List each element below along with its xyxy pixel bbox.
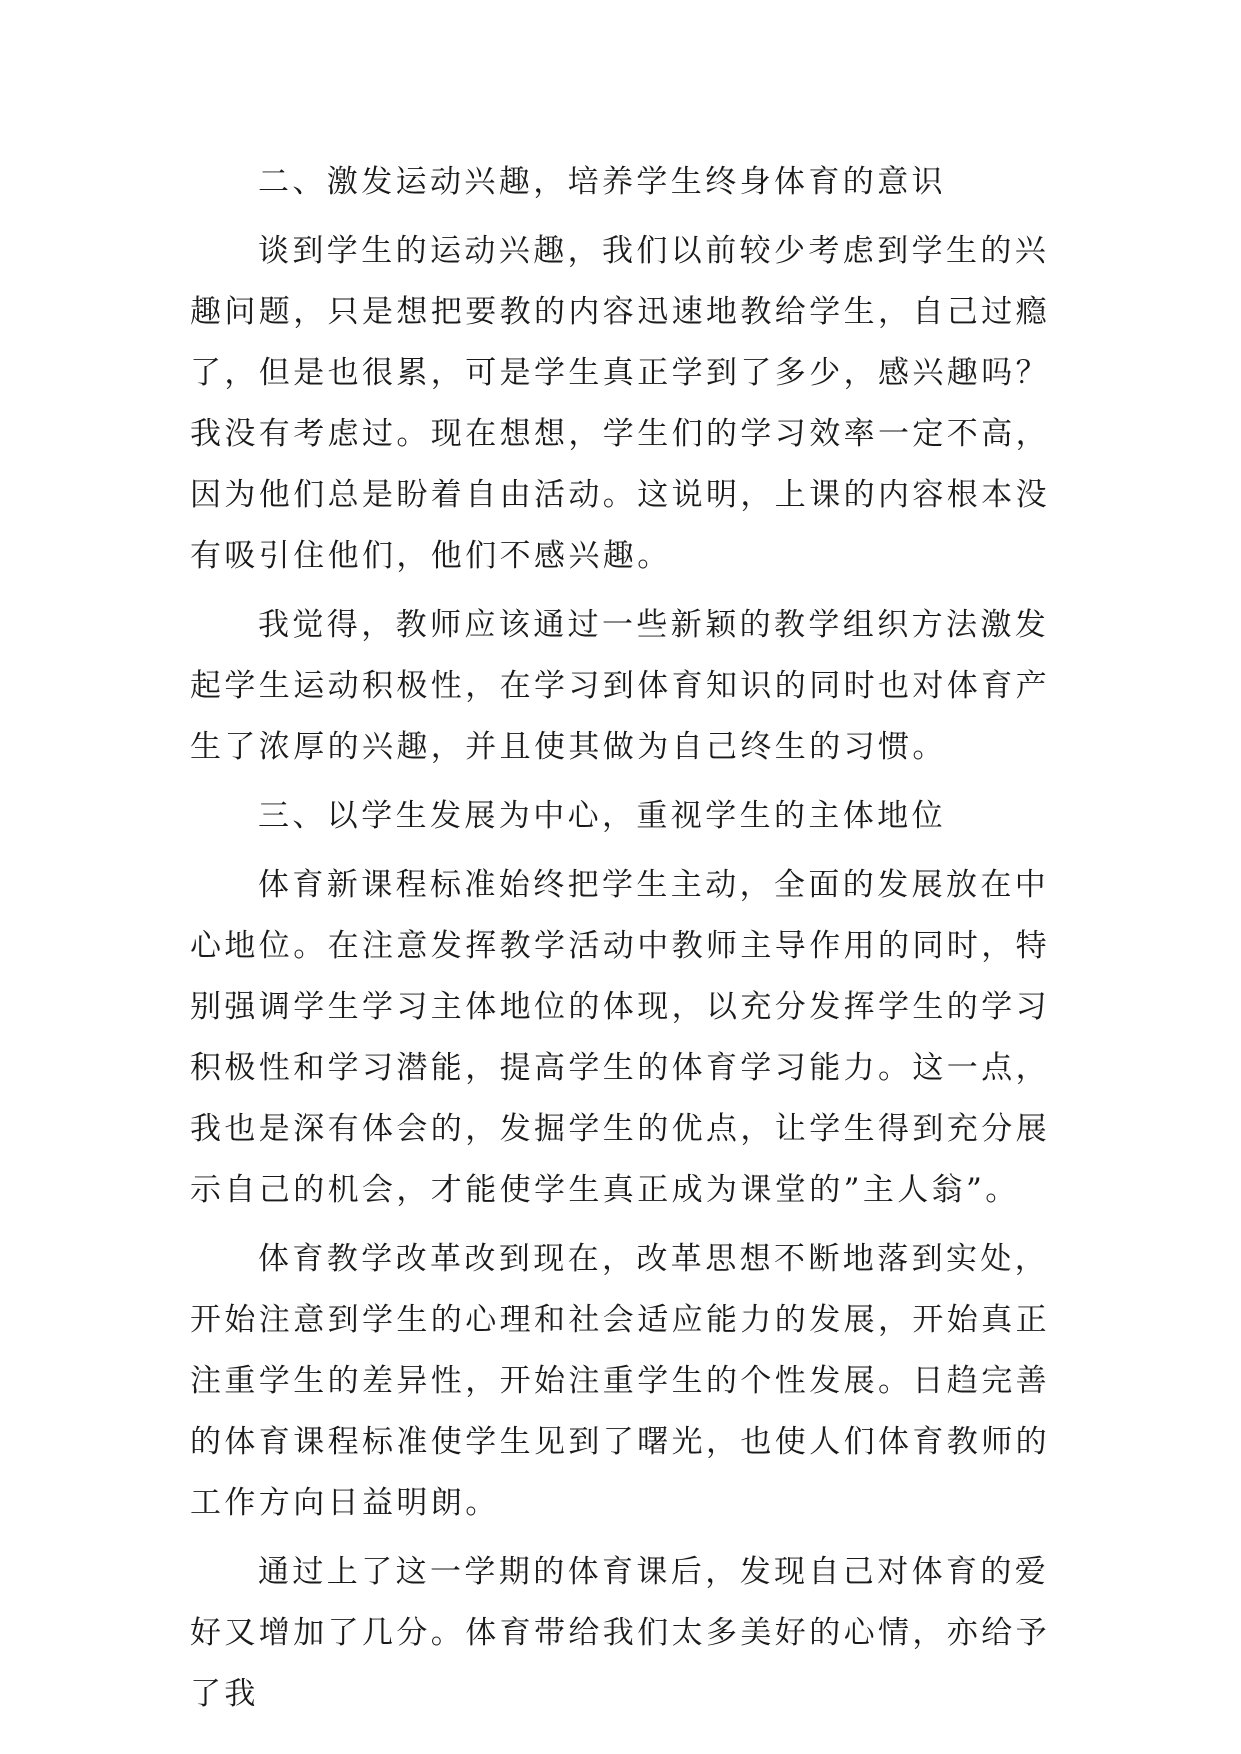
section-heading-2: 二、激发运动兴趣，培养学生终身体育的意识 xyxy=(258,164,946,200)
paragraph-interest-1: 谈到学生的运动兴趣，我们以前较少考虑到学生的兴趣问题，只是想把要教的内容迅速地教给学生，自己过瘾了，但是也很累，可是学生真正学到了多少，感兴趣吗？我没有考虑过。现在想想，学生们的学习效率一定不高，因为他们总是盼着自由活动。这说明，上课的内容根本没有吸引住他们，他们不感兴趣。 xyxy=(190,233,1050,574)
section-heading-3: 三、以学生发展为中心，重视学生的主体地位 xyxy=(258,798,946,834)
paragraph-student-center-1: 体育新课程标准始终把学生主动，全面的发展放在中心地位。在注意发挥教学活动中教师主导作用的同时，特别强调学生学习主体地位的体现，以充分发挥学生的学习积极性和学习潜能，提高学生的体育学习能力。这一点，我也是深有体会的，发掘学生的优点，让学生得到充分展示自己的机会，才能使学生真正成为课堂的”主人翁”。 xyxy=(190,867,1050,1208)
document-body xyxy=(190,152,1070,1733)
paragraph-student-center-2: 体育教学改革改到现在，改革思想不断地落到实处，开始注意到学生的心理和社会适应能力的发展，开始真正注重学生的差异性，开始注重学生的个性发展。日趋完善的体育课程标准使学生见到了曙光，也使人们体育教师的工作方向日益明朗。 xyxy=(190,1241,1050,1521)
paragraph-interest-2: 我觉得，教师应该通过一些新颖的教学组织方法激发起学生运动积极性，在学习到体育知识的同时也对体育产生了浓厚的兴趣，并且使其做为自己终生的习惯。 xyxy=(190,607,1050,765)
paragraph-conclusion: 通过上了这一学期的体育课后，发现自己对体育的爱好又增加了几分。体育带给我们太多美好的心情，亦给予了我 xyxy=(190,1554,1050,1712)
